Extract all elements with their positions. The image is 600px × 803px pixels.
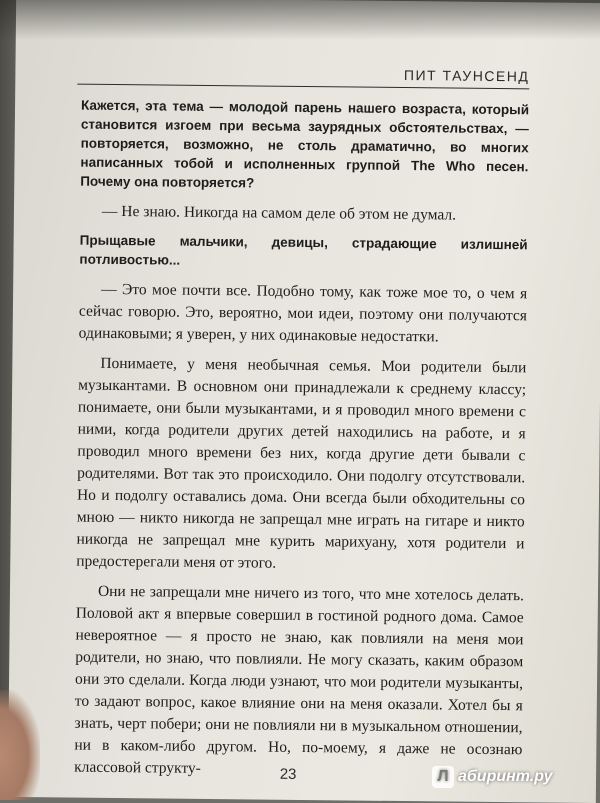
answer-paragraph-3: Они не запрещали мне ничего из того, что мне хотелось делать. Половой акт я впервые совершил в гостиной родного дома. Самое невероятное — я просто не знаю, как повлияли на меня мои родители, но знаю, что повлияли. Не могу сказать, каким образом они это сделали. Когда люди узнают, что мои родители музыканты, то задают вопрос, какое влияние они на меня оказали. Хотел бы я знать, черт побери; они не повлияли ни в музыкальном отношении, ни в каком-либо другом. Но, по-моему, я даже не осознаю классовой структу-: [74, 582, 525, 777]
answer-paragraph-2: Понимаете, у меня необычная семья. Мои родители были музыкантами. В основном они принадлежали к среднему классу; понимаете, они были музыкантами, и я проводил много времени с ними, когда родители других детей находились на работе, и я проводил много времени без них, когда другие дети бывали с родителями. Вот так это происходило. Они подолгу отсутствовали. Но и подолгу оставались дома. Они всегда были обходительны со мною — никто никогда не запрещал мне играть на гитаре и никто никогда не запрещал мне курить марихуану, хотя родители и предостерегали меня от этого.: [76, 354, 527, 572]
thumb-finger: [0, 690, 40, 800]
page-body: [74, 96, 529, 792]
labirint-logo-icon: Л: [432, 766, 454, 788]
watermark-text: абиринт.ру: [458, 768, 553, 785]
running-title: ПИТ ТАУНСЕНД: [403, 67, 530, 85]
interview-question-2: Прыщавые мальчики, девицы, страдающие излишней потливостью...: [79, 232, 528, 268]
page-number: 23: [279, 765, 297, 783]
interview-question-1: Кажется, эта тема — молодой парень нашего возраста, который становится изгоем при весьма заурядных обстоятельствах, — повторяется, возможно, не столь драматично, во многих написанных тобой и исполненных группой The Who песен. Почему она повторяется?: [80, 97, 530, 191]
book-page: [8, 0, 600, 803]
labirint-watermark: [432, 762, 600, 792]
interview-answer-1: — Не знаю. Никогда на самом деле об этом не думал.: [101, 202, 457, 224]
answer-paragraph-1: — Это мое почти все. Подобно тому, как тоже мое то, о чем я сейчас говорю. Это, вероятно, мои идеи, поэтому они получаются одинаковыми; я уверен, у них одинаковые недостатки.: [78, 280, 528, 346]
header-rule: [77, 84, 529, 90]
top-edge-shadow: [0, 0, 600, 40]
